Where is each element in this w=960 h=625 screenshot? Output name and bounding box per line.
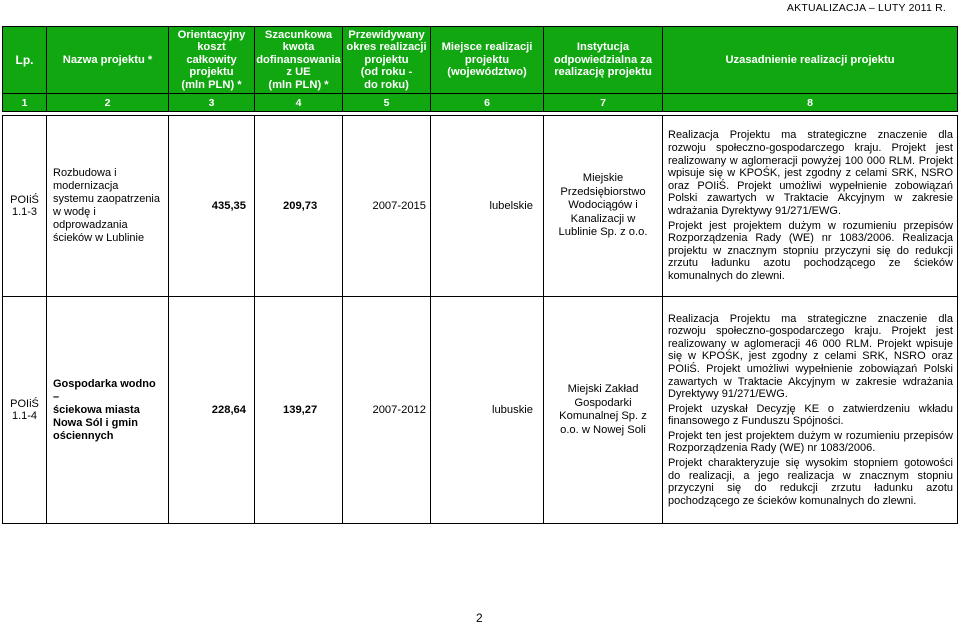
update-note: AKTUALIZACJA – LUTY 2011 R.: [786, 2, 946, 14]
total-cost: 228,64: [169, 297, 255, 524]
eu-cofinancing: 209,73: [255, 116, 343, 297]
header-location: Miejsce realizacji projektu (województwo): [431, 27, 544, 94]
justification: [663, 116, 958, 297]
page-number: 2: [476, 611, 483, 625]
project-code: POIiŚ 1.1-4: [3, 297, 47, 524]
column-number: 5: [343, 94, 431, 112]
period: 2007-2015: [343, 116, 431, 297]
header-justification: Uzasadnienie realizacji projektu: [663, 27, 958, 94]
table-row: [3, 297, 958, 524]
total-cost: 435,35: [169, 116, 255, 297]
header-period: Przewidywany okres realizacji projektu (od roku - do roku): [343, 27, 431, 94]
project-name: Rozbudowa i modernizacja systemu zaopatrzenia w wodę i odprowadzania ścieków w Lublinie: [47, 116, 169, 297]
project-code: POIiŚ 1.1-3: [3, 116, 47, 297]
header-eu-cofinancing: Szacunkowa kwota dofinansowania z UE (mln PLN) *: [255, 27, 343, 94]
region: lubuskie: [431, 297, 544, 524]
projects-table: [2, 26, 958, 524]
period: 2007-2012: [343, 297, 431, 524]
header-total-cost: Orientacyjny koszt całkowity projektu (mln PLN) *: [169, 27, 255, 94]
column-number: 3: [169, 94, 255, 112]
header-institution: Instytucja odpowiedzialna za realizację projektu: [544, 27, 663, 94]
justification-paragraph: Realizacja Projektu ma strategiczne znaczenie dla rozwoju społeczno-gospodarczego kraju. Projekt jest realizowany w aglomeracji 46 000 RLM. Projekt wpisuje się w KPOŚK, jest zgodny z celami SRK, NSRO oraz POIiŚ. Projekt umożliwi wypełnienie zobowiązań Polski zawartych w Traktacie Akcyjnym w zakresie wdrażania Dyrektywy 91/271/EWG.: [668, 312, 953, 401]
column-number: 2: [47, 94, 169, 112]
table-header-row: [3, 27, 958, 94]
column-number: 7: [544, 94, 663, 112]
column-number: 6: [431, 94, 544, 112]
region: lubelskie: [431, 116, 544, 297]
column-number: 8: [663, 94, 958, 112]
header-project-name: Nazwa projektu *: [47, 27, 169, 94]
column-numbers-row: [3, 94, 958, 112]
justification-paragraph: Projekt jest projektem dużym w rozumieniu przepisów Rozporządzenia Rady (WE) nr 1083/2006. Realizacja projektu w znacznym stopniu przyczyni się do redukcji zrzutu ładunku azotu pochodzącego ze ścieków komunalnych do zlewni.: [668, 219, 953, 282]
header-lp: Lp.: [3, 27, 47, 94]
column-number: 1: [3, 94, 47, 112]
project-name: Gospodarka wodno – ściekowa miasta Nowa Sól i gmin ościennych: [47, 297, 169, 524]
column-number: 4: [255, 94, 343, 112]
justification: [663, 297, 958, 524]
institution: Miejski Zakład Gospodarki Komunalnej Sp. z o.o. w Nowej Soli: [544, 297, 663, 524]
eu-cofinancing: 139,27: [255, 297, 343, 524]
justification-paragraph: Projekt uzyskał Decyzję KE o zatwierdzeniu wkładu finansowego z Funduszu Spójności.: [668, 402, 953, 428]
table-row: [3, 116, 958, 297]
justification-paragraph: Projekt charakteryzuje się wysokim stopniem gotowości do realizacji, a jego realizacja w znacznym stopniu przyczyni się do redukcji zrzutu ładunku azotu pochodzącego ze ścieków komunalnych do zlewni.: [668, 457, 953, 507]
justification-paragraph: Projekt ten jest projektem dużym w rozumieniu przepisów Rozporządzenia Rady (WE) nr 1083/2006.: [668, 429, 953, 455]
justification-paragraph: Realizacja Projektu ma strategiczne znaczenie dla rozwoju społeczno-gospodarczego kraju. Projekt jest realizowany w aglomeracji powyżej 100 000 RLM. Projekt wpisuje się w KPOŚK, jest zgodny z celami SRK, NSRO oraz POIiŚ. Projekt umożliwi wypełnienie zobowiązań Polski zawartych w Traktacie Akcyjnym w zakresie wdrażania Dyrektywy 91/271/EWG.: [668, 129, 953, 217]
institution: Miejskie Przedsiębiorstwo Wodociągów i Kanalizacji w Lublinie Sp. z o.o.: [544, 116, 663, 297]
